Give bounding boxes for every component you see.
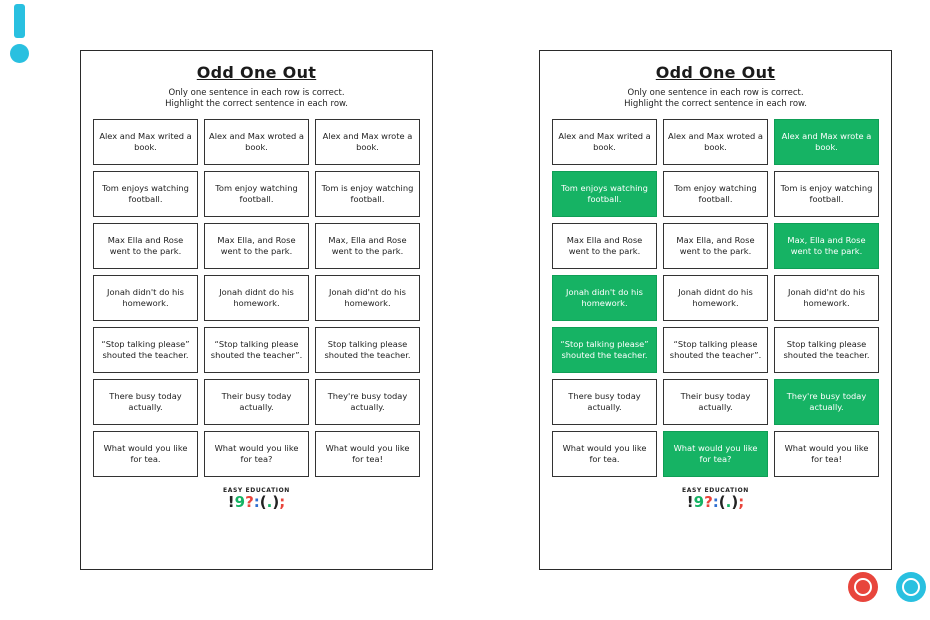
sentence-option[interactable]: “Stop talking please shouted the teacher”. (204, 327, 309, 373)
sentence-option[interactable]: What would you like for tea? (204, 431, 309, 477)
instruction-line-2: Highlight the correct sentence in each row. (165, 99, 348, 110)
decorative-exclamation-icon (6, 4, 46, 74)
exclamation-bar (14, 4, 25, 38)
sentence-option[interactable]: Jonah didnt do his homework. (204, 275, 309, 321)
table-row (552, 275, 879, 321)
sentence-option[interactable]: Tom enjoy watching football. (204, 171, 309, 217)
sentence-option[interactable]: Tom is enjoy watching football. (774, 171, 879, 217)
table-row (93, 327, 420, 373)
brand-name: EASY EDUCATION (223, 486, 290, 494)
table-row (93, 379, 420, 425)
worksheet-right (539, 50, 892, 570)
sentence-option[interactable]: Max, Ella and Rose went to the park. (774, 223, 879, 269)
sentence-option[interactable]: Stop talking please shouted the teacher. (315, 327, 420, 373)
sentence-option[interactable]: Max, Ella and Rose went to the park. (315, 223, 420, 269)
sentence-option[interactable]: Tom enjoy watching football. (663, 171, 768, 217)
table-row (93, 275, 420, 321)
sentence-option[interactable]: Their busy today actually. (663, 379, 768, 425)
worksheet-left (80, 50, 433, 570)
sentence-option[interactable]: Tom is enjoy watching football. (315, 171, 420, 217)
sentence-option[interactable]: Alex and Max wroted a book. (204, 119, 309, 165)
table-row (93, 431, 420, 477)
sentence-option[interactable]: Tom enjoys watching football. (552, 171, 657, 217)
table-row (552, 171, 879, 217)
table-row (93, 119, 420, 165)
decorative-dots (848, 572, 926, 602)
sentence-grid-right (552, 119, 879, 477)
sentence-option[interactable]: Alex and Max writed a book. (93, 119, 198, 165)
sentence-option[interactable]: What would you like for tea? (663, 431, 768, 477)
brand-logo: !9?:(.); (686, 492, 745, 511)
record-dot-red-icon (848, 572, 878, 602)
sentence-option[interactable]: “Stop talking please shouted the teacher”. (663, 327, 768, 373)
sentence-option[interactable]: What would you like for tea. (552, 431, 657, 477)
instructions (93, 88, 420, 111)
table-row (552, 327, 879, 373)
brand-name: EASY EDUCATION (682, 486, 749, 494)
sentence-option[interactable]: Max Ella and Rose went to the park. (552, 223, 657, 269)
sentence-option[interactable]: What would you like for tea! (774, 431, 879, 477)
table-row (552, 379, 879, 425)
instruction-line-2: Highlight the correct sentence in each row. (624, 99, 807, 110)
instruction-line-1: Only one sentence in each row is correct. (627, 88, 804, 98)
sentence-option[interactable]: Max Ella, and Rose went to the park. (204, 223, 309, 269)
worksheet-footer (93, 487, 420, 510)
sentence-option[interactable]: Their busy today actually. (204, 379, 309, 425)
record-dot-teal-icon (896, 572, 926, 602)
sentence-grid-left (93, 119, 420, 477)
sentence-option[interactable]: Alex and Max wrote a book. (315, 119, 420, 165)
sentence-option[interactable]: Max Ella and Rose went to the park. (93, 223, 198, 269)
sentence-option[interactable]: They're busy today actually. (315, 379, 420, 425)
sentence-option[interactable]: Jonah did'nt do his homework. (774, 275, 879, 321)
sentence-option[interactable]: What would you like for tea. (93, 431, 198, 477)
sentence-option[interactable]: “Stop talking please” shouted the teacher. (552, 327, 657, 373)
sentence-option[interactable]: They're busy today actually. (774, 379, 879, 425)
exclamation-dot (10, 44, 29, 63)
sentence-option[interactable]: Alex and Max wrote a book. (774, 119, 879, 165)
sentence-option[interactable]: Jonah didn't do his homework. (552, 275, 657, 321)
sentence-option[interactable]: Stop talking please shouted the teacher. (774, 327, 879, 373)
sentence-option[interactable]: Jonah didnt do his homework. (663, 275, 768, 321)
table-row (93, 171, 420, 217)
sentence-option[interactable]: What would you like for tea! (315, 431, 420, 477)
sentence-option[interactable]: “Stop talking please” shouted the teacher. (93, 327, 198, 373)
sentence-option[interactable]: Jonah did'nt do his homework. (315, 275, 420, 321)
sentence-option[interactable]: Alex and Max wroted a book. (663, 119, 768, 165)
page-title: Odd One Out (196, 63, 317, 82)
sentence-option[interactable]: There busy today actually. (552, 379, 657, 425)
table-row (93, 223, 420, 269)
instructions (552, 88, 879, 111)
sentence-option[interactable]: Tom enjoys watching football. (93, 171, 198, 217)
table-row (552, 431, 879, 477)
table-row (552, 119, 879, 165)
table-row (552, 223, 879, 269)
sentence-option[interactable]: Alex and Max writed a book. (552, 119, 657, 165)
worksheet-footer (552, 487, 879, 510)
brand-logo: !9?:(.); (227, 492, 286, 511)
sentence-option[interactable]: There busy today actually. (93, 379, 198, 425)
instruction-line-1: Only one sentence in each row is correct. (168, 88, 345, 98)
page-title: Odd One Out (655, 63, 776, 82)
sentence-option[interactable]: Max Ella, and Rose went to the park. (663, 223, 768, 269)
sentence-option[interactable]: Jonah didn't do his homework. (93, 275, 198, 321)
